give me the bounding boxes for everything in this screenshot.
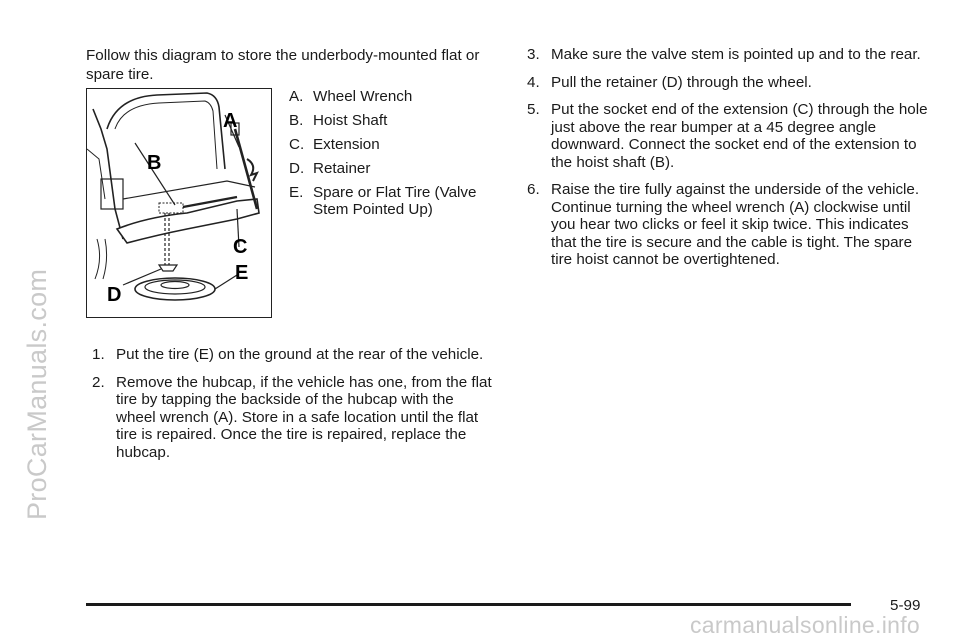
legend-letter: A. [289, 88, 304, 105]
label-e: E [235, 262, 249, 284]
legend-item [289, 136, 499, 153]
step-text: Remove the hubcap, if the vehicle has one, from the flat tire by tapping the backside of the hubcap with the wheel wrench (A). Store in a safe location until the flat tire is repaired. Once the tire is repaired, replace the hubcap. [116, 373, 492, 461]
legend-text: Spare or Flat Tire (Valve Stem Pointed Up) [313, 184, 477, 218]
step-text: Raise the tire fully against the underside of the vehicle. Continue turning the wheel wrench (A) clockwise until you hear two clicks or feel it skip twice. This indicates that the tire is secure and the cable is tight. The spare tire hoist cannot be overtightened. [551, 181, 920, 268]
step-text: Put the socket end of the extension (C) through the hole just above the rear bumper at a 45 degree angle downward. Connect the socket end of the extension to the hoist shaft (B). [551, 101, 928, 171]
legend-text: Wheel Wrench [313, 88, 413, 105]
label-a: A [223, 110, 238, 132]
step-text: Put the tire (E) on the ground at the rear of the vehicle. [116, 346, 484, 363]
step-number: 2. [92, 373, 105, 391]
footer-rule [86, 603, 851, 606]
list-item [527, 181, 932, 269]
legend-item [289, 184, 499, 218]
exhaust-line-2 [103, 239, 107, 279]
exhaust-line [95, 239, 100, 279]
list-item [527, 101, 932, 171]
spare-tire-diagram [86, 88, 272, 318]
diagram-legend [289, 88, 499, 225]
legend-item [289, 88, 499, 105]
leader-e [215, 275, 237, 289]
label-b: B [147, 152, 162, 174]
side-watermark: ProCarManuals.com [22, 268, 52, 520]
retainer [159, 265, 177, 271]
label-c: C [233, 236, 248, 258]
steps-left-column [92, 346, 492, 471]
label-d: D [107, 284, 122, 306]
bottom-watermark: carmanualsonline.info [689, 612, 920, 638]
step-text: Pull the retainer (D) through the wheel. [551, 73, 812, 91]
legend-item [289, 160, 499, 177]
legend-text: Retainer [313, 160, 371, 177]
step-number: 6. [527, 181, 540, 198]
step-number: 5. [527, 101, 540, 118]
list-item [92, 374, 492, 462]
steps-right-column [527, 46, 932, 279]
tire-hub [161, 282, 189, 289]
body-side-inner [87, 149, 105, 199]
list-item [527, 46, 932, 64]
intro-block [86, 46, 496, 84]
intro-text: Follow this diagram to store the underbody-mounted flat or spare tire. [86, 47, 480, 83]
legend-text: Hoist Shaft [313, 112, 388, 129]
hoist-shaft-housing [159, 203, 183, 213]
diagram-illustration [87, 89, 271, 317]
legend-letter: C. [289, 136, 305, 153]
legend-letter: E. [289, 184, 304, 201]
legend-item [289, 112, 499, 129]
legend-letter: B. [289, 112, 304, 129]
step-number: 3. [527, 46, 540, 63]
step-number: 4. [527, 73, 540, 91]
step-number: 1. [92, 346, 105, 363]
list-item [92, 346, 492, 364]
page-number: 5-99 [890, 597, 921, 614]
legend-text: Extension [313, 136, 380, 153]
step-text: Make sure the valve stem is pointed up and to the rear. [551, 46, 921, 63]
list-item [527, 74, 932, 92]
legend-letter: D. [289, 160, 305, 177]
hatch-inner [115, 101, 217, 169]
hatch-outline [107, 93, 225, 169]
